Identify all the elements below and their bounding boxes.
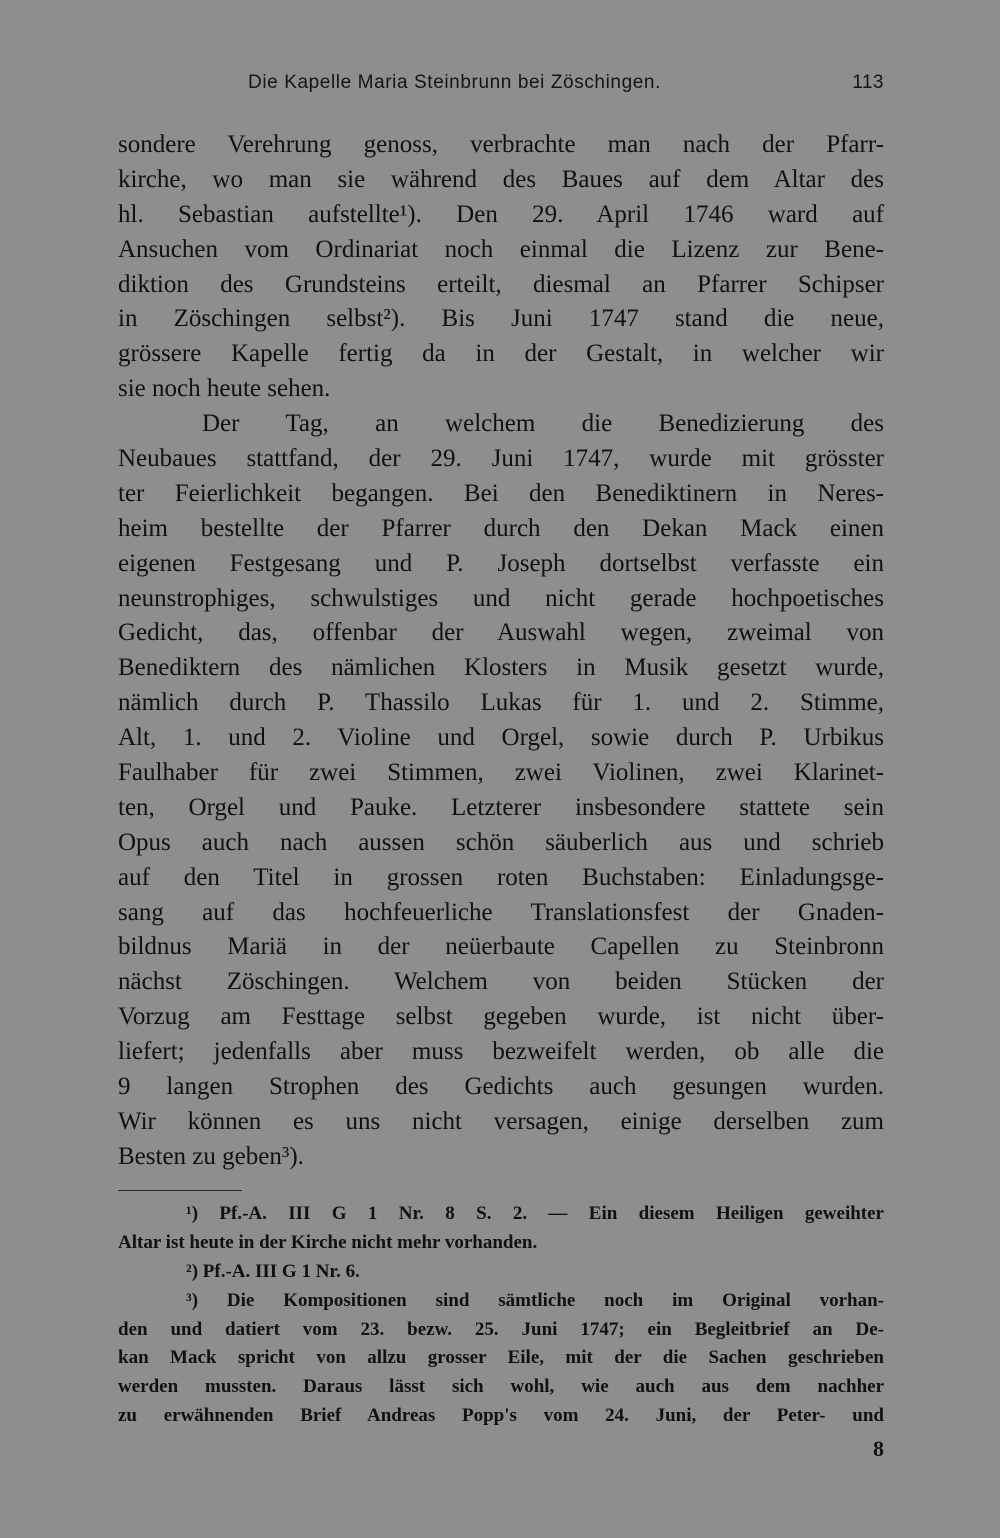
footnote-line: den und datiert vom 23. bezw. 25. Juni 1747; ein Begleitbrief an De-	[118, 1318, 884, 1340]
body-text	[118, 128, 884, 1175]
text-line: Neubaues stattfand, der 29. Juni 1747, wurde mit grösster	[118, 445, 884, 473]
footnote-line: Altar ist heute in der Kirche nicht mehr vorhanden.	[118, 1231, 538, 1253]
text-line: hl. Sebastian aufstellte¹). Den 29. April 1746 ward auf	[118, 200, 884, 228]
text-line: nächst Zöschingen. Welchem von beiden Stücken der	[118, 968, 884, 996]
text-line: diktion des Grundsteins erteilt, diesmal an Pfarrer Schipser	[118, 270, 884, 298]
footnote-line: zu erwähnenden Brief Andreas Popp's vom 24. Juni, der Peter- und	[118, 1405, 884, 1427]
running-head	[118, 72, 884, 102]
text-line: bildnus Mariä in der neüerbaute Capellen zu Steinbronn	[118, 933, 884, 961]
text-line: Opus auch nach aussen schön säuberlich aus und schrieb	[118, 828, 884, 856]
text-line: kirche, wo man sie während des Baues auf dem Altar des	[118, 165, 884, 193]
text-line: sie noch heute sehen.	[118, 375, 331, 403]
footnote-line: ²) Pf.-A. III G 1 Nr. 6.	[186, 1260, 360, 1282]
text-line: auf den Titel in grossen roten Buchstaben: Einladungsge-	[118, 863, 884, 891]
footnote-line: werden mussten. Daraus lässt sich wohl, wie auch aus dem nachher	[118, 1376, 884, 1398]
text-line: Gedicht, das, offenbar der Auswahl wegen, zweimal von	[118, 619, 884, 647]
text-line: ter Feierlichkeit begangen. Bei den Benediktinern in Neres-	[118, 479, 884, 507]
text-line: grössere Kapelle fertig da in der Gestalt, in welcher wir	[118, 340, 884, 368]
text-line: liefert; jedenfalls aber muss bezweifelt werden, ob alle die	[118, 1038, 884, 1066]
text-line: Vorzug am Festtage selbst gegeben wurde, ist nicht über-	[118, 1003, 884, 1031]
footnote-line: ³) Die Kompositionen sind sämtliche noch im Original vorhan-	[186, 1289, 884, 1311]
text-line: Alt, 1. und 2. Violine und Orgel, sowie durch P. Urbikus	[118, 724, 884, 752]
text-line: Wir können es uns nicht versagen, einige derselben zum	[118, 1107, 884, 1135]
text-line: Besten zu geben³).	[118, 1142, 304, 1170]
text-line: Ansuchen vom Ordinariat noch einmal die Lizenz zur Bene-	[118, 235, 884, 263]
text-line: sondere Verehrung genoss, verbrachte man nach der Pfarr-	[118, 131, 884, 158]
text-line: heim bestellte der Pfarrer durch den Dekan Mack einen	[118, 514, 884, 542]
running-title: Die Kapelle Maria Steinbrunn bei Zöschingen.	[248, 72, 661, 93]
footnote-line: kan Mack spricht von allzu grosser Eile, mit der die Sachen geschrieben	[118, 1347, 884, 1369]
text-line: Benediktern des nämlichen Klosters in Musik gesetzt wurde,	[118, 654, 884, 682]
text-line: ten, Orgel und Pauke. Letzterer insbesondere stattete sein	[118, 793, 884, 821]
page-number: 113	[852, 72, 884, 93]
text-line: Faulhaber für zwei Stimmen, zwei Violinen, zwei Klarinet-	[118, 759, 884, 787]
text-line: eigenen Festgesang und P. Joseph dortselbst verfasste ein	[118, 549, 884, 577]
text-line: neunstrophiges, schwulstiges und nicht gerade hochpoetisches	[118, 584, 884, 612]
signature-mark: 8	[873, 1436, 884, 1461]
text-line: Der Tag, an welchem die Benedizierung des	[202, 410, 884, 438]
text-line: nämlich durch P. Thassilo Lukas für 1. und 2. Stimme,	[118, 689, 884, 717]
text-line: in Zöschingen selbst²). Bis Juni 1747 stand die neue,	[118, 305, 884, 333]
footnote-divider	[118, 1190, 242, 1191]
text-line: sang auf das hochfeuerliche Translationsfest der Gnaden-	[118, 898, 884, 926]
footnotes	[118, 1200, 884, 1431]
text-line: 9 langen Strophen des Gedichts auch gesungen wurden.	[118, 1073, 884, 1101]
footnote-line: ¹) Pf.-A. III G 1 Nr. 8 S. 2. — Ein diesem Heiligen geweihter	[186, 1203, 884, 1224]
